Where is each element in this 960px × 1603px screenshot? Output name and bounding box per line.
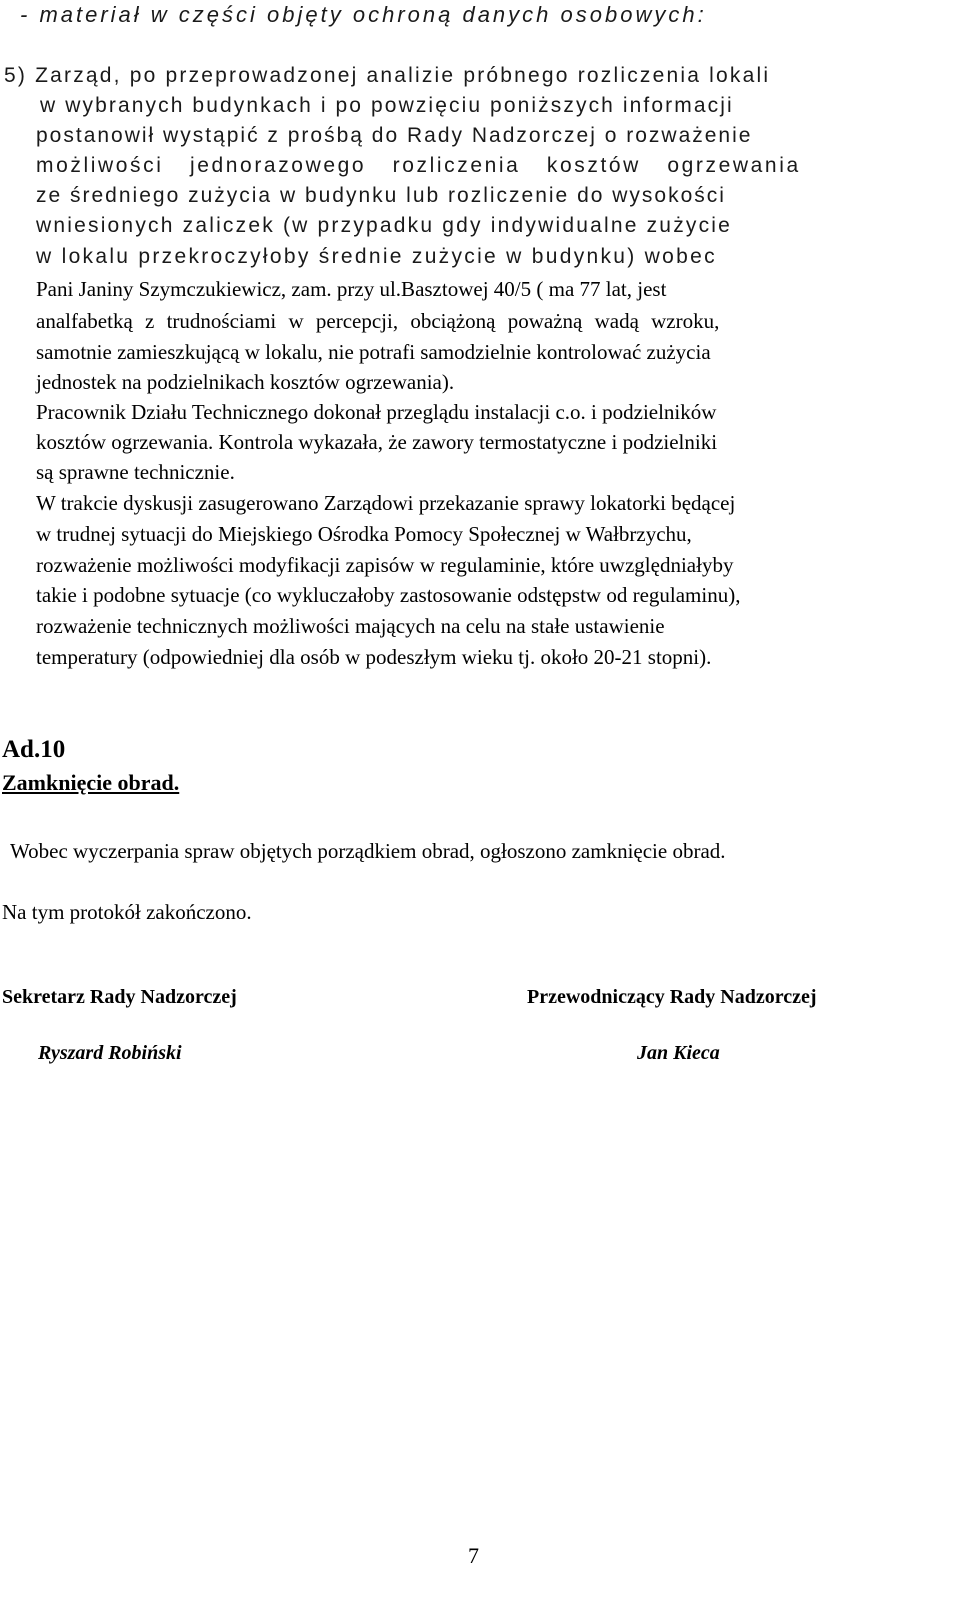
paragraph-line: możliwości jednorazowego rozliczenia kosztów ogrzewania <box>36 154 801 177</box>
closing-statement: Wobec wyczerpania spraw objętych porządkiem obrad, ogłoszono zamknięcie obrad. <box>10 839 726 863</box>
paragraph-line: Pracownik Działu Technicznego dokonał przeglądu instalacji c.o. i podzielników <box>36 400 717 424</box>
agenda-item-number: Ad.10 <box>2 736 66 763</box>
paragraph-line: samotnie zamieszkującą w lokalu, nie potrafi samodzielnie kontrolować zużycia <box>36 340 711 364</box>
paragraph-line: w wybranych budynkach i po powzięciu poniższych informacji <box>40 94 734 117</box>
paragraph-line: postanowił wystąpić z prośbą do Rady Nadzorczej o rozważenie <box>36 124 753 147</box>
paragraph-line: rozważenie technicznych możliwości mających na celu na stałe ustawienie <box>36 614 665 638</box>
paragraph-line: są sprawne technicznie. <box>36 460 235 484</box>
paragraph-line: Pani Janiny Szymczukiewicz, zam. przy ul.Basztowej 40/5 ( ma 77 lat, jest <box>36 277 667 301</box>
paragraph-line: takie i podobne sytuacje (co wykluczałoby zastosowanie odstępstw od regulaminu), <box>36 583 741 607</box>
chairman-title: Przewodniczący Rady Nadzorczej <box>527 986 817 1008</box>
paragraph-line: W trakcie dyskusji zasugerowano Zarządowi przekazanie sprawy lokatorki będącej <box>36 491 736 515</box>
paragraph-line: wniesionych zaliczek (w przypadku gdy indywidualne zużycie <box>36 214 733 237</box>
paragraph-line: rozważenie możliwości modyfikacji zapisów w regulaminie, które uwzględniałyby <box>36 553 734 577</box>
paragraph-line: w lokalu przekroczyłoby średnie zużycie w budynku) wobec <box>36 245 717 268</box>
paragraph-line: ze średniego zużycia w budynku lub rozliczenie do wysokości <box>36 184 726 207</box>
agenda-item-title: Zamknięcie obrad. <box>2 770 180 795</box>
paragraph-line: jednostek na podzielnikach kosztów ogrzewania). <box>36 370 455 394</box>
paragraph-line: 5) Zarząd, po przeprowadzonej analizie próbnego rozliczenia lokali <box>4 64 771 87</box>
paragraph-line: kosztów ogrzewania. Kontrola wykazała, że zawory termostatyczne i podzielniki <box>36 430 718 454</box>
paragraph-line: analfabetką z trudnościami w percepcji, obciążoną poważną wadą wzroku, <box>36 309 720 333</box>
protocol-ending: Na tym protokół zakończono. <box>2 900 252 924</box>
chairman-name: Jan Kieca <box>637 1042 720 1064</box>
secretary-title: Sekretarz Rady Nadzorczej <box>2 986 237 1008</box>
page-number: 7 <box>468 1543 479 1568</box>
section-heading: - materiał w części objęty ochroną danych osobowych: <box>20 2 707 27</box>
secretary-name: Ryszard Robiński <box>38 1042 182 1064</box>
paragraph-line: w trudnej sytuacji do Miejskiego Ośrodka Pomocy Społecznej w Wałbrzychu, <box>36 522 692 546</box>
paragraph-line: temperatury (odpowiedniej dla osób w podeszłym wieku tj. około 20-21 stopni). <box>36 645 712 669</box>
